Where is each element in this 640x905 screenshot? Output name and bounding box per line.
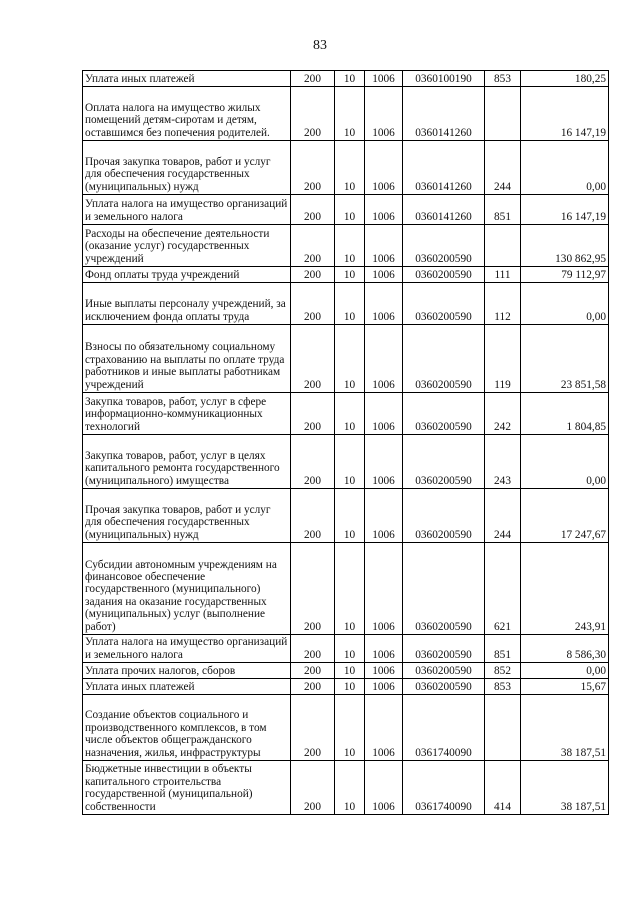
row-code-2-cell: 10	[335, 267, 365, 283]
row-code-2-cell: 10	[335, 695, 365, 761]
row-amount-cell: 16 147,19	[521, 87, 609, 141]
row-target-article-cell: 0360200590	[403, 679, 485, 695]
row-code-2-cell: 10	[335, 393, 365, 435]
row-code-1-cell: 200	[291, 195, 335, 225]
row-expense-type-cell	[485, 87, 521, 141]
table-row	[83, 543, 609, 635]
row-name-cell: Иные выплаты персоналу учреждений, за исключением фонда оплаты труда	[83, 283, 291, 325]
table-row	[83, 267, 609, 283]
row-amount-cell: 180,25	[521, 71, 609, 87]
page-number: 83	[313, 38, 327, 53]
row-amount-cell: 17 247,67	[521, 489, 609, 543]
row-code-1-cell: 200	[291, 393, 335, 435]
row-amount-cell: 23 851,58	[521, 325, 609, 393]
row-code-2-cell: 10	[335, 225, 365, 267]
row-amount-cell: 243,91	[521, 543, 609, 635]
row-name-cell: Уплата налога на имущество организаций и земельного налога	[83, 195, 291, 225]
row-name-cell: Уплата иных платежей	[83, 71, 291, 87]
row-name-cell: Уплата прочих налогов, сборов	[83, 663, 291, 679]
row-amount-cell: 15,67	[521, 679, 609, 695]
row-expense-type-cell	[485, 225, 521, 267]
table-row	[83, 761, 609, 815]
table-row	[83, 489, 609, 543]
table-row	[83, 679, 609, 695]
row-code-3-cell: 1006	[365, 635, 403, 663]
table-row	[83, 283, 609, 325]
row-name-cell: Уплата иных платежей	[83, 679, 291, 695]
row-amount-cell: 0,00	[521, 435, 609, 489]
row-code-1-cell: 200	[291, 435, 335, 489]
row-code-1-cell: 200	[291, 543, 335, 635]
row-amount-cell: 0,00	[521, 141, 609, 195]
row-expense-type-cell: 852	[485, 663, 521, 679]
table-row	[83, 71, 609, 87]
row-target-article-cell: 0361740090	[403, 761, 485, 815]
table-row	[83, 325, 609, 393]
budget-table	[82, 70, 609, 815]
row-code-1-cell: 200	[291, 225, 335, 267]
row-expense-type-cell: 853	[485, 71, 521, 87]
row-expense-type-cell: 851	[485, 635, 521, 663]
row-target-article-cell: 0360141260	[403, 141, 485, 195]
row-name-cell: Бюджетные инвестиции в объекты капитального строительства государственной (муниципальной) собственности	[83, 761, 291, 815]
row-code-3-cell: 1006	[365, 283, 403, 325]
row-code-3-cell: 1006	[365, 87, 403, 141]
row-code-3-cell: 1006	[365, 195, 403, 225]
row-code-1-cell: 200	[291, 635, 335, 663]
row-amount-cell: 0,00	[521, 283, 609, 325]
row-code-3-cell: 1006	[365, 141, 403, 195]
row-code-1-cell: 200	[291, 267, 335, 283]
row-code-2-cell: 10	[335, 87, 365, 141]
row-name-cell: Создание объектов социального и производственного комплексов, в том числе объектов общегражданского назначения, жилья, инфраструктуры	[83, 695, 291, 761]
row-expense-type-cell: 111	[485, 267, 521, 283]
row-code-1-cell: 200	[291, 141, 335, 195]
table-row	[83, 225, 609, 267]
row-code-1-cell: 200	[291, 489, 335, 543]
row-code-1-cell: 200	[291, 663, 335, 679]
row-code-2-cell: 10	[335, 283, 365, 325]
row-name-cell: Оплата налога на имущество жилых помещений детям-сиротам и детям, оставшимся без попечения родителей.	[83, 87, 291, 141]
row-code-1-cell: 200	[291, 679, 335, 695]
row-code-1-cell: 200	[291, 695, 335, 761]
row-code-3-cell: 1006	[365, 325, 403, 393]
row-code-3-cell: 1006	[365, 393, 403, 435]
table-row	[83, 87, 609, 141]
row-target-article-cell: 0361740090	[403, 695, 485, 761]
row-target-article-cell: 0360200590	[403, 489, 485, 543]
row-target-article-cell: 0360200590	[403, 283, 485, 325]
row-code-1-cell: 200	[291, 761, 335, 815]
table-row	[83, 393, 609, 435]
row-amount-cell: 1 804,85	[521, 393, 609, 435]
row-name-cell: Субсидии автономным учреждениям на финансовое обеспечение государственного (муниципального) задания на оказание государственных (муниципальных) услуг (выполнение работ)	[83, 543, 291, 635]
row-code-2-cell: 10	[335, 489, 365, 543]
row-code-2-cell: 10	[335, 71, 365, 87]
row-target-article-cell: 0360200590	[403, 325, 485, 393]
row-target-article-cell: 0360200590	[403, 663, 485, 679]
row-code-1-cell: 200	[291, 71, 335, 87]
row-target-article-cell: 0360200590	[403, 393, 485, 435]
row-code-2-cell: 10	[335, 635, 365, 663]
row-target-article-cell: 0360200590	[403, 267, 485, 283]
row-code-1-cell: 200	[291, 283, 335, 325]
row-expense-type-cell: 621	[485, 543, 521, 635]
row-expense-type-cell: 119	[485, 325, 521, 393]
row-name-cell: Закупка товаров, работ, услуг в целях капитального ремонта государственного (муниципального) имущества	[83, 435, 291, 489]
row-expense-type-cell: 244	[485, 141, 521, 195]
row-code-2-cell: 10	[335, 195, 365, 225]
row-expense-type-cell: 851	[485, 195, 521, 225]
table-row	[83, 195, 609, 225]
row-code-3-cell: 1006	[365, 679, 403, 695]
row-code-3-cell: 1006	[365, 71, 403, 87]
row-amount-cell: 79 112,97	[521, 267, 609, 283]
row-name-cell: Уплата налога на имущество организаций и земельного налога	[83, 635, 291, 663]
row-name-cell: Прочая закупка товаров, работ и услуг для обеспечения государственных (муниципальных) нужд	[83, 141, 291, 195]
row-code-2-cell: 10	[335, 761, 365, 815]
row-code-2-cell: 10	[335, 663, 365, 679]
table-row	[83, 435, 609, 489]
row-target-article-cell: 0360141260	[403, 195, 485, 225]
row-amount-cell: 16 147,19	[521, 195, 609, 225]
row-code-3-cell: 1006	[365, 543, 403, 635]
row-name-cell: Взносы по обязательному социальному страхованию на выплаты по оплате труда работников и иные выплаты работникам учреждений	[83, 325, 291, 393]
row-code-3-cell: 1006	[365, 435, 403, 489]
row-target-article-cell: 0360100190	[403, 71, 485, 87]
row-target-article-cell: 0360200590	[403, 435, 485, 489]
row-code-3-cell: 1006	[365, 267, 403, 283]
row-amount-cell: 130 862,95	[521, 225, 609, 267]
row-expense-type-cell: 112	[485, 283, 521, 325]
row-target-article-cell: 0360200590	[403, 543, 485, 635]
row-amount-cell: 0,00	[521, 663, 609, 679]
row-code-3-cell: 1006	[365, 695, 403, 761]
table-row	[83, 663, 609, 679]
table-row	[83, 141, 609, 195]
row-name-cell: Фонд оплаты труда учреждений	[83, 267, 291, 283]
row-code-3-cell: 1006	[365, 489, 403, 543]
row-code-3-cell: 1006	[365, 663, 403, 679]
row-code-2-cell: 10	[335, 435, 365, 489]
row-target-article-cell: 0360200590	[403, 225, 485, 267]
table-row	[83, 695, 609, 761]
row-amount-cell: 38 187,51	[521, 695, 609, 761]
row-amount-cell: 8 586,30	[521, 635, 609, 663]
row-expense-type-cell: 243	[485, 435, 521, 489]
row-expense-type-cell: 414	[485, 761, 521, 815]
row-code-3-cell: 1006	[365, 761, 403, 815]
row-code-2-cell: 10	[335, 141, 365, 195]
row-name-cell: Прочая закупка товаров, работ и услуг для обеспечения государственных (муниципальных) нужд	[83, 489, 291, 543]
row-expense-type-cell	[485, 695, 521, 761]
row-target-article-cell: 0360200590	[403, 635, 485, 663]
table-row	[83, 635, 609, 663]
row-expense-type-cell: 242	[485, 393, 521, 435]
row-code-2-cell: 10	[335, 325, 365, 393]
row-code-1-cell: 200	[291, 325, 335, 393]
row-target-article-cell: 0360141260	[403, 87, 485, 141]
row-code-2-cell: 10	[335, 543, 365, 635]
row-name-cell: Закупка товаров, работ, услуг в сфере информационно-коммуникационных технологий	[83, 393, 291, 435]
row-name-cell: Расходы на обеспечение деятельности (оказание услуг) государственных учреждений	[83, 225, 291, 267]
row-expense-type-cell: 244	[485, 489, 521, 543]
row-amount-cell: 38 187,51	[521, 761, 609, 815]
row-code-1-cell: 200	[291, 87, 335, 141]
row-expense-type-cell: 853	[485, 679, 521, 695]
row-code-3-cell: 1006	[365, 225, 403, 267]
budget-table-body	[83, 71, 609, 815]
row-code-2-cell: 10	[335, 679, 365, 695]
